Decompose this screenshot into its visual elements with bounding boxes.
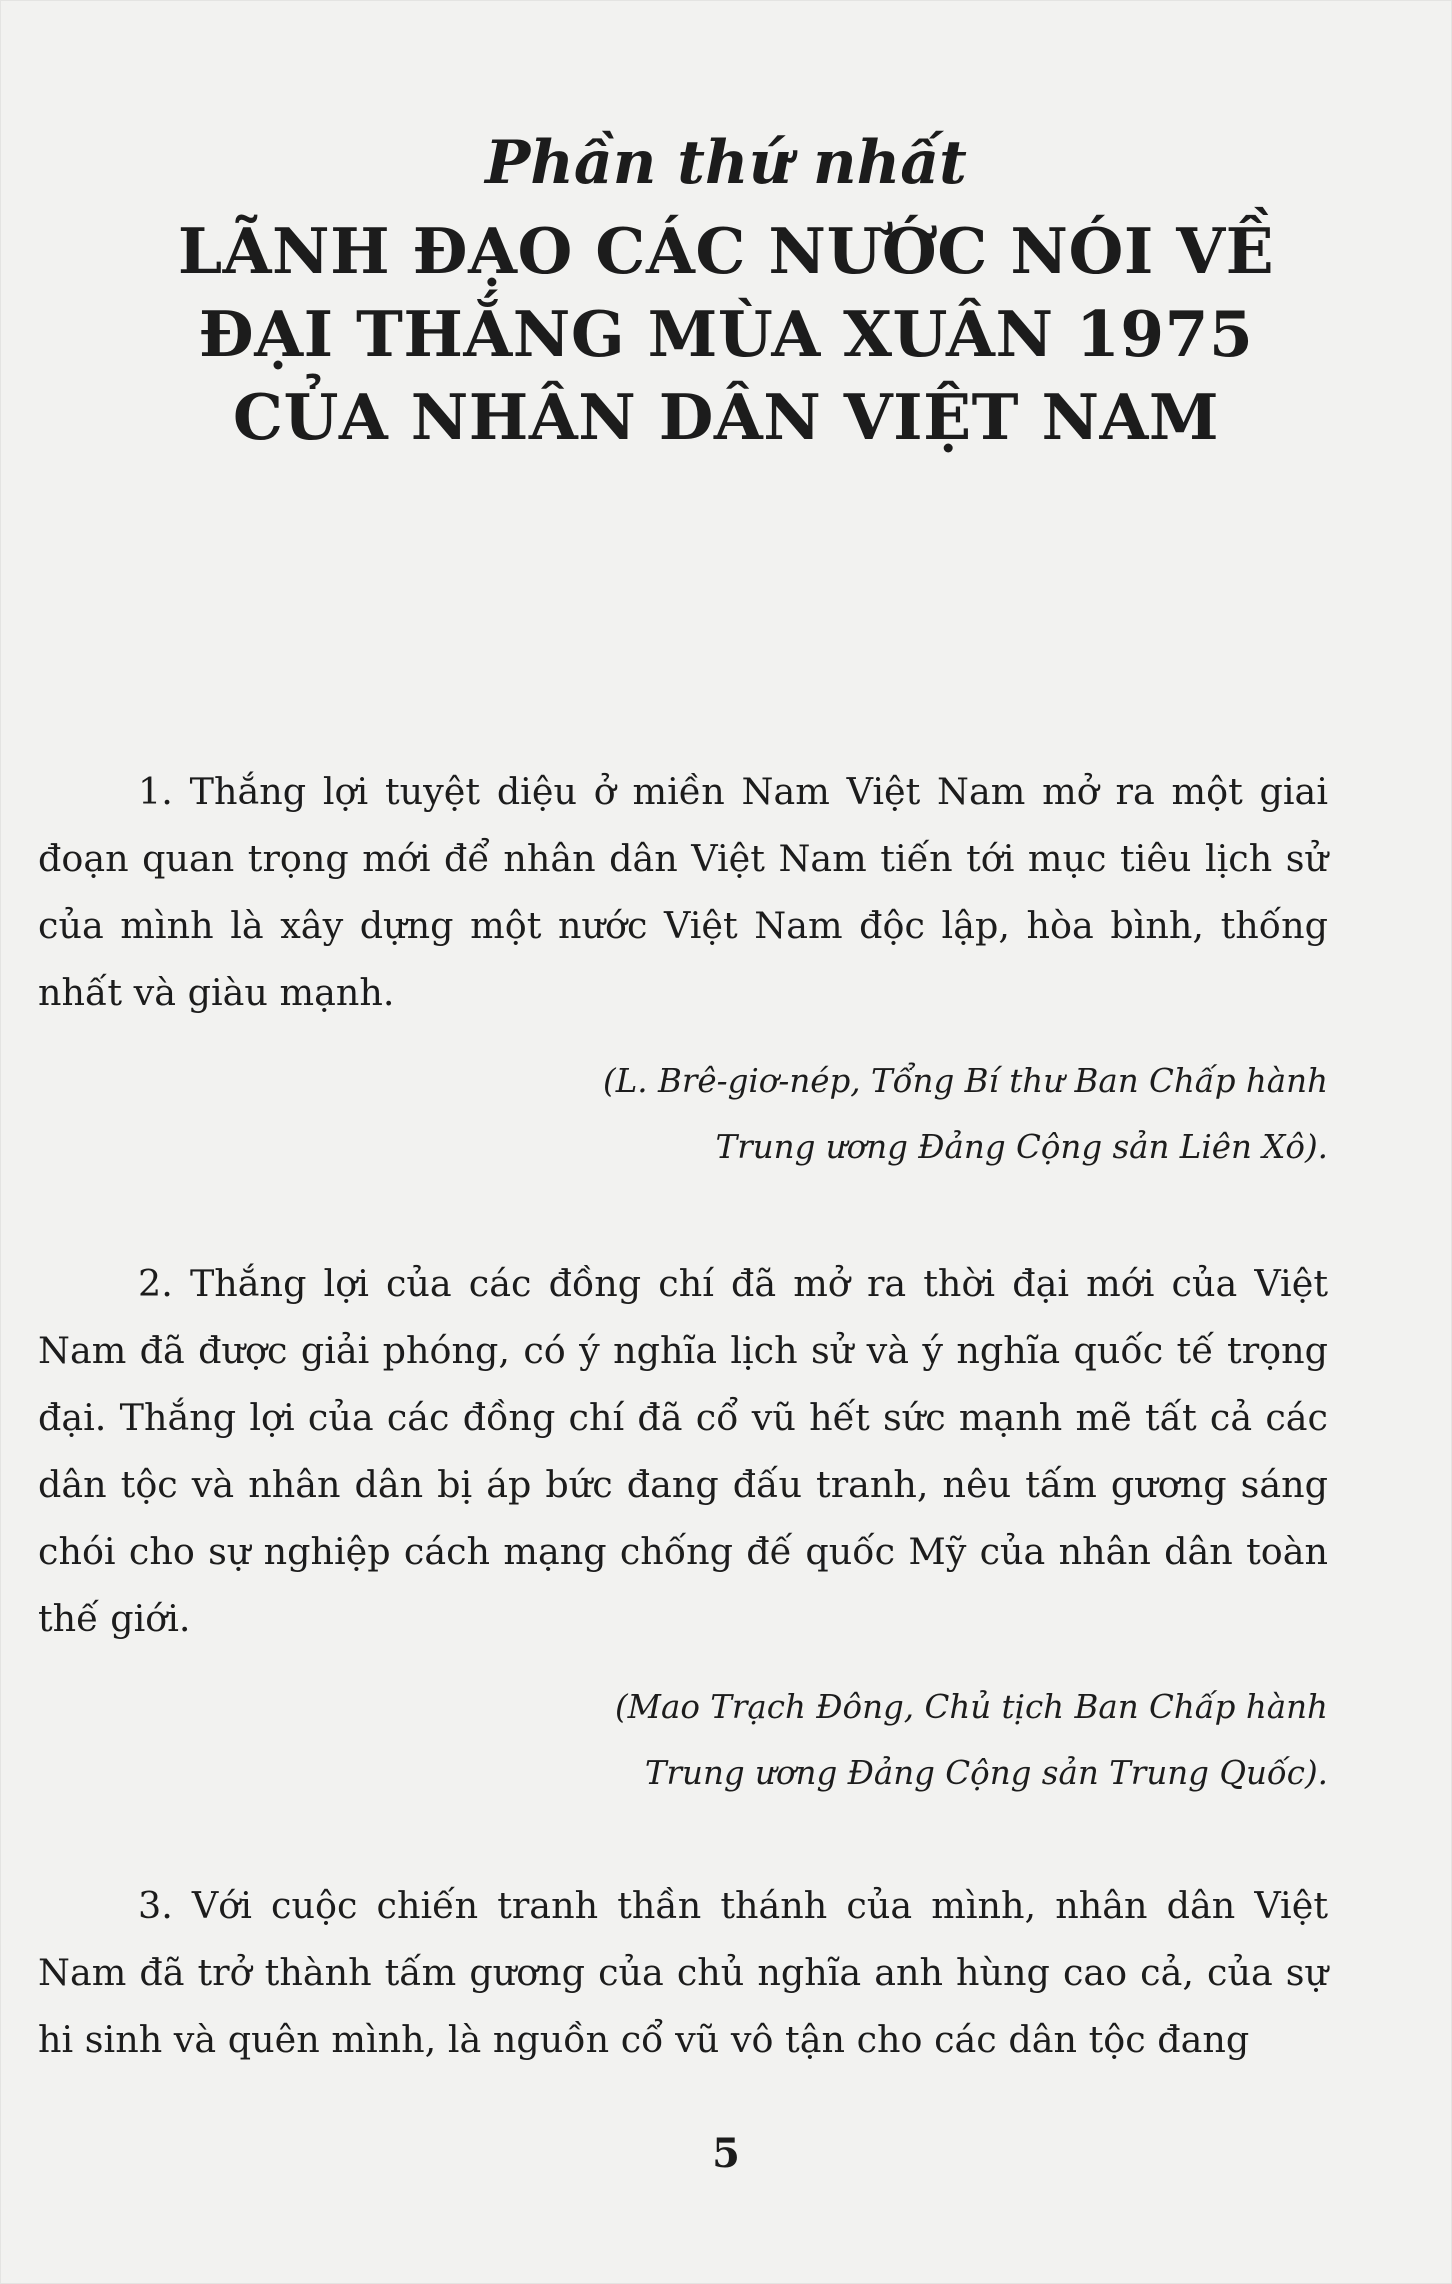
quote-1-text: 1. Thắng lợi tuyệt diệu ở miền Nam Việt Nam mở ra một giai đoạn quan trọng mới để nhân dân Việt Nam tiến tới mục tiêu lịch sử của mình là xây dựng một nước Việt Nam độc lập, hòa bình, thống nhất và giàu mạnh.: [38, 770, 1328, 1014]
chapter-title-line-2: ĐẠI THẮNG MÙA XUÂN 1975: [198, 297, 1254, 371]
quote-2-text: 2. Thắng lợi của các đồng chí đã mở ra thời đại mới của Việt Nam đã được giải phóng, có ý nghĩa lịch sử và ý nghĩa quốc tế trọng đại. Thắng lợi của các đồng chí đã cổ vũ hết sức mạnh mẽ tất cả các dân tộc và nhân dân bị áp bức đang đấu tranh, nêu tấm gương sáng chói cho sự nghiệp cách mạng chống đế quốc Mỹ của nhân dân toàn thế giới.: [38, 1262, 1328, 1640]
quote-2-attribution-line-2: Trung ương Đảng Cộng sản Trung Quốc).: [644, 1754, 1328, 1792]
quote-1-attribution-line-1: (L. Brê-giơ-nép, Tổng Bí thư Ban Chấp hành: [603, 1062, 1328, 1100]
quote-3-text: 3. Với cuộc chiến tranh thần thánh của mình, nhân dân Việt Nam đã trở thành tấm gương của chủ nghĩa anh hùng cao cả, của sự hi sinh và quên mình, là nguồn cổ vũ vô tận cho các dân tộc đang: [38, 1884, 1328, 2061]
quote-1-attribution: [38, 1048, 1328, 1180]
chapter-title-line-3: CỦA NHÂN DÂN VIỆT NAM: [232, 380, 1220, 454]
spacer: [38, 1180, 1328, 1250]
chapter-title-line-1: LÃNH ĐẠO CÁC NƯỚC NÓI VỀ: [177, 214, 1275, 288]
chapter-header: [0, 130, 1452, 459]
quote-1-attribution-line-2: Trung ương Đảng Cộng sản Liên Xô).: [715, 1128, 1328, 1166]
page-body: [38, 758, 1328, 2073]
quote-2-attribution: [38, 1674, 1328, 1806]
page-number: 5: [712, 2130, 740, 2177]
spacer: [38, 1806, 1328, 1872]
quote-2-attribution-line-1: (Mao Trạch Đông, Chủ tịch Ban Chấp hành: [614, 1688, 1328, 1726]
part-label: Phần thứ nhất: [485, 128, 967, 198]
